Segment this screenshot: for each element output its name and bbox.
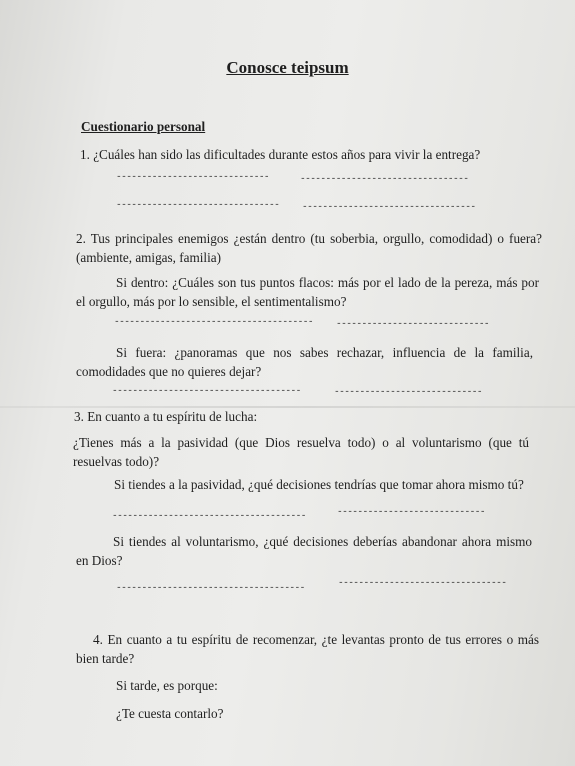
question-4: 4. En cuanto a tu espíritu de recomenzar, ¿te levantas pronto de tus errores o más bien tarde? xyxy=(76,632,539,666)
answer-line: --------------------------------- xyxy=(300,173,469,184)
questionnaire-subtitle: Cuestionario personal xyxy=(81,119,206,134)
question-4-late: Si tarde, es porque: xyxy=(116,678,218,693)
answer-line: --------------------------------- xyxy=(338,577,507,588)
answer-line: ---------------------------------- xyxy=(302,201,476,212)
answer-line: -------------------------------- xyxy=(116,199,280,210)
question-2: 2. Tus principales enemigos ¿están dentro (tu soberbia, orgullo, comodidad) o fuera? (ambiente, amigas, familia) xyxy=(76,231,542,265)
document-title: Conosce teipsum xyxy=(226,58,349,77)
question-3-intro: ¿Tienes más a la pasividad (que Dios resuelva todo) o al voluntarismo (que tú resuelvas todo)? xyxy=(73,435,529,469)
question-4-tell: ¿Te cuesta contarlo? xyxy=(116,706,224,721)
question-2-inside: Si dentro: ¿Cuáles son tus puntos flacos: más por el lado de la pereza, más por el orgullo, más por lo sensible, el sentimentalismo? xyxy=(76,275,539,309)
answer-line: -------------------------------------- xyxy=(112,510,306,521)
question-2-outside: Si fuera: ¿panoramas que nos sabes rechazar, influencia de la familia, comodidades que no quieres dejar? xyxy=(76,345,533,379)
question-3: 3. En cuanto a tu espíritu de lucha: xyxy=(74,409,258,424)
answer-line: ------------------------------ xyxy=(116,171,270,182)
answer-line: ------------------------------------- xyxy=(116,582,305,593)
answer-line: --------------------------------------- xyxy=(114,316,313,327)
answer-line: ------------------------------------- xyxy=(112,385,301,396)
question-3-voluntarism: Si tiendes al voluntarismo, ¿qué decisiones deberías abandonar ahora mismo en Dios? xyxy=(76,534,532,568)
answer-line: ----------------------------- xyxy=(334,386,482,397)
question-3-passivity: Si tiendes a la pasividad, ¿qué decisiones tendrías que tomar ahora mismo tú? xyxy=(114,477,524,492)
answer-line: ------------------------------ xyxy=(336,318,490,329)
question-1: 1. ¿Cuáles han sido las dificultades durante estos años para vivir la entrega? xyxy=(80,147,481,162)
answer-line: ----------------------------- xyxy=(337,506,485,517)
